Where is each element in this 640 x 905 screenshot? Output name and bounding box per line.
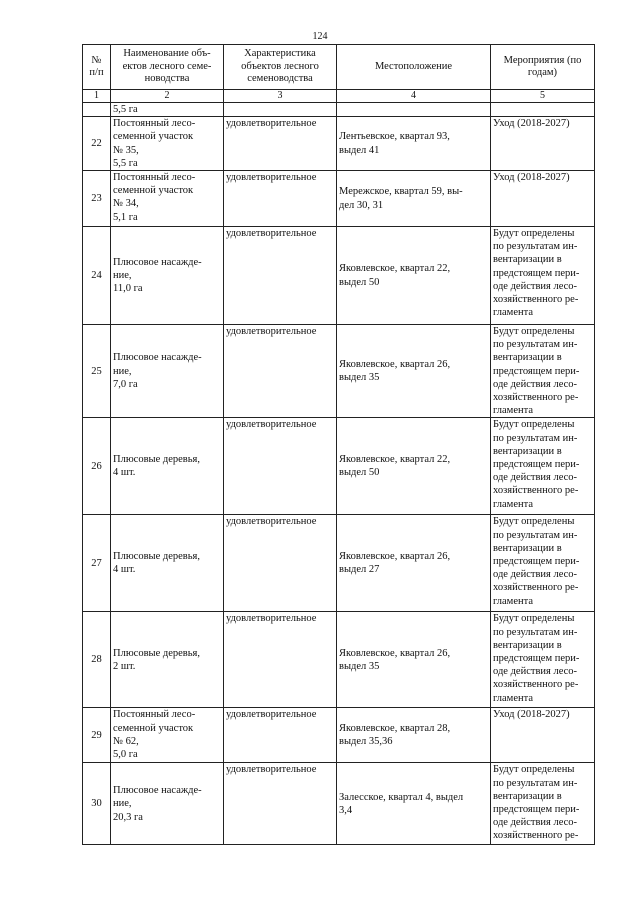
row-number: 28 [83, 612, 111, 708]
table-row [83, 117, 595, 171]
row-number: 24 [83, 227, 111, 325]
column-number: 5 [491, 90, 595, 103]
row-number: 26 [83, 418, 111, 515]
table-row [83, 227, 595, 325]
row-number: 23 [83, 171, 111, 227]
table-header-row [83, 45, 595, 90]
row-number: 27 [83, 515, 111, 612]
measures: Будут определены по результатам ин- вентаризации в предстоящем пери- оде действия лесо- хозяйственного ре- гламента [491, 418, 595, 515]
column-number: 1 [83, 90, 111, 103]
object-name: Плюсовые деревья, 4 шт. [111, 418, 224, 515]
location: Яковлевское, квартал 26, выдел 35 [337, 612, 491, 708]
location: Лентьевское, квартал 93, выдел 41 [337, 117, 491, 171]
measures: Уход (2018-2027) [491, 117, 595, 171]
object-name: Плюсовое насажде- ние, 11,0 га [111, 227, 224, 325]
location: Яковлевское, квартал 22, выдел 50 [337, 227, 491, 325]
characteristic: удовлетворительное [224, 117, 337, 171]
characteristic: удовлетворительное [224, 612, 337, 708]
object-name: Постоянный лесо- семенной участок № 62, 5,0 га [111, 708, 224, 763]
table-row [83, 612, 595, 708]
location: Яковлевское, квартал 28, выдел 35,36 [337, 708, 491, 763]
table-row [83, 171, 595, 227]
object-name: Плюсовые деревья, 2 шт. [111, 612, 224, 708]
column-number: 3 [224, 90, 337, 103]
continuation-row [83, 103, 595, 117]
location: Яковлевское, квартал 26, выдел 35 [337, 325, 491, 418]
location: Яковлевское, квартал 22, выдел 50 [337, 418, 491, 515]
object-name: Плюсовое насажде- ние, 7,0 га [111, 325, 224, 418]
table-row [83, 418, 595, 515]
characteristic: удовлетворительное [224, 708, 337, 763]
location: Яковлевское, квартал 26, выдел 27 [337, 515, 491, 612]
measures: Будут определены по результатам ин- вентаризации в предстоящем пери- оде действия лесо- хозяйственного ре- гламента [491, 325, 595, 418]
table-row [83, 708, 595, 763]
header-characteristic: Характеристика объектов лесного семеноводства [224, 45, 337, 90]
seed-objects-table [82, 44, 595, 845]
header-measures: Мероприятия (по годам) [491, 45, 595, 90]
characteristic: удовлетворительное [224, 515, 337, 612]
characteristic: удовлетворительное [224, 171, 337, 227]
measures: Будут определены по результатам ин- вентаризации в предстоящем пери- оде действия лесо- хозяйственного ре- гламента [491, 612, 595, 708]
measures: Будут определены по результатам ин- вентаризации в предстоящем пери- оде действия лесо- хозяйственного ре- [491, 763, 595, 845]
characteristic: удовлетворительное [224, 227, 337, 325]
object-name: Постоянный лесо- семенной участок № 35, 5,5 га [111, 117, 224, 171]
measures: Будут определены по результатам ин- вентаризации в предстоящем пери- оде действия лесо- хозяйственного ре- гламента [491, 227, 595, 325]
measures: Уход (2018-2027) [491, 171, 595, 227]
characteristic: удовлетворительное [224, 325, 337, 418]
object-name: Постоянный лесо- семенной участок № 34, 5,1 га [111, 171, 224, 227]
header-location: Местоположение [337, 45, 491, 90]
measures: Уход (2018-2027) [491, 708, 595, 763]
object-name: Плюсовые деревья, 4 шт. [111, 515, 224, 612]
measures: Будут определены по результатам ин- вентаризации в предстоящем пери- оде действия лесо- хозяйственного ре- гламента [491, 515, 595, 612]
table-row [83, 325, 595, 418]
table-row [83, 763, 595, 845]
table-row [83, 515, 595, 612]
continuation-text: 5,5 га [111, 103, 224, 117]
column-number: 2 [111, 90, 224, 103]
characteristic: удовлетворительное [224, 763, 337, 845]
location: Залесское, квартал 4, выдел 3,4 [337, 763, 491, 845]
row-number: 29 [83, 708, 111, 763]
object-name: Плюсовое насажде- ние, 20,3 га [111, 763, 224, 845]
row-number: 22 [83, 117, 111, 171]
column-number: 4 [337, 90, 491, 103]
location: Мережское, квартал 59, вы- дел 30, 31 [337, 171, 491, 227]
column-number-row [83, 90, 595, 103]
header-number: № п/п [83, 45, 111, 90]
row-number: 25 [83, 325, 111, 418]
header-object-name: Наименование объ- ектов лесного семе- новодства [111, 45, 224, 90]
page-number: 124 [312, 31, 328, 42]
row-number: 30 [83, 763, 111, 845]
characteristic: удовлетворительное [224, 418, 337, 515]
